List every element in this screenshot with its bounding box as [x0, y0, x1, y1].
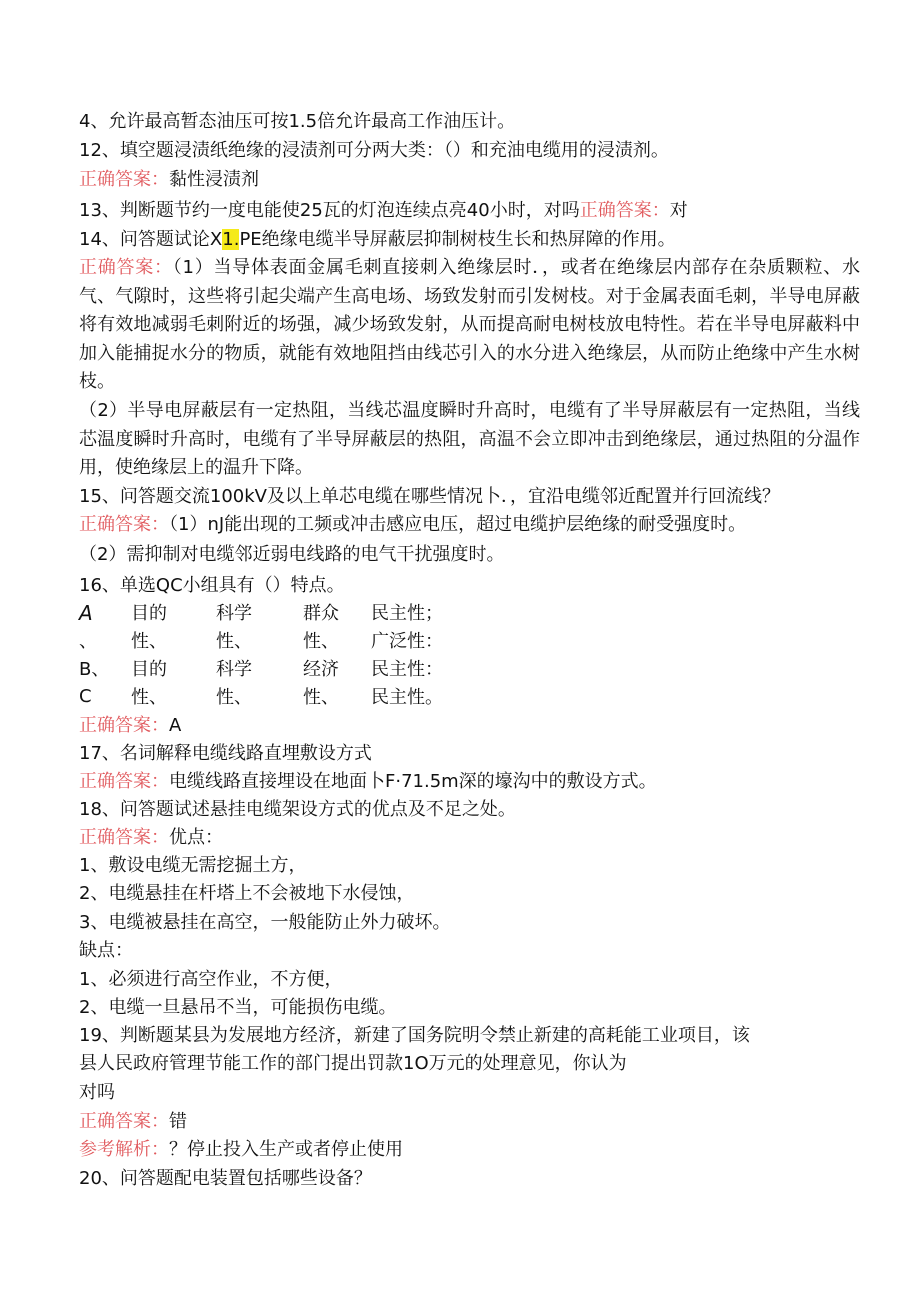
question-17: 17、名词解释电缆线路直埋敷设方式 — [79, 743, 372, 764]
question-13 — [79, 197, 860, 225]
answer-18-head — [79, 824, 860, 852]
option-cell: 广泛性： — [371, 631, 443, 652]
analysis-19 — [79, 1136, 860, 1164]
answer-17 — [79, 768, 860, 796]
option-cell: 民主性： — [371, 659, 443, 680]
question-20: 20、问答题配电装置包括哪些设备？ — [79, 1168, 372, 1189]
list-item: 2、电缆一旦悬吊不当，可能损伤电缆。 — [79, 997, 397, 1018]
cons-heading: 缺点： — [79, 940, 133, 961]
item-4-text: 4、允许最高暂态油压可按1.5倍允许最高工作油压计。 — [79, 111, 516, 132]
answer-text: 电缆线路直接埋设在地面卜F·71.5m深的壕沟中的敷设方式。 — [169, 771, 657, 792]
answer-16 — [79, 712, 860, 740]
answer-label: 正确答案： — [79, 827, 169, 848]
option-cell: 性、 — [303, 687, 339, 708]
answer-text: （1）nJ能出现的工频或冲击感应电压，超过电缆护层绝缘的耐受强度时。 — [169, 514, 747, 535]
analysis-text: ？停止投入生产或者停止使用 — [169, 1139, 403, 1160]
answer-text: A — [169, 715, 182, 736]
answer-15-line-2: （2）需抑制对电缆邻近弱电线路的电气干扰强度时。 — [79, 544, 505, 565]
question-18: 18、问答题试述悬挂电缆架设方式的优点及不足之处。 — [79, 799, 516, 820]
answer-label: 正确答案： — [79, 257, 173, 278]
option-cell: 性、 — [216, 631, 252, 652]
question-text-continued: PE绝缘电缆半导屏蔽层抑制树枝生长和热屏障的作用。 — [239, 229, 676, 250]
question-19-line-3: 对吗 — [79, 1082, 115, 1103]
option-cell: 民主性； — [371, 603, 443, 624]
list-item: 1、必须进行高空作业，不方便， — [79, 969, 343, 990]
answer-text: 优点： — [169, 827, 223, 848]
answer-19 — [79, 1108, 860, 1136]
option-letter: B、 — [79, 659, 110, 680]
option-letter-cont: C — [79, 686, 92, 707]
option-cell: 科学 — [216, 603, 252, 624]
answer-label: 正确答案： — [79, 771, 169, 792]
analysis-label: 参考解析： — [79, 1139, 169, 1160]
option-cell: 民主性。 — [371, 687, 443, 708]
answer-text: 错 — [169, 1111, 187, 1132]
option-cell: 科学 — [216, 659, 252, 680]
option-cell: 经济 — [303, 659, 339, 680]
answer-text: 对 — [669, 200, 688, 221]
question-19-line-2: 县人民政府管理节能工作的部门提出罚款1O万元的处理意见，你认为 — [79, 1053, 627, 1074]
list-item: 1、敷设电缆无需挖掘土方， — [79, 855, 307, 876]
question-15: 15、问答题交流100kV及以上单芯电缆在哪些情况卜．，宜沿电缆邻近配置并行回流线？ — [79, 486, 780, 507]
question-14 — [79, 226, 860, 254]
option-cell: 群众 — [303, 603, 339, 624]
option-cell: 目的 — [131, 659, 167, 680]
option-cell: 目的 — [131, 603, 167, 624]
question-text: 13、判断题节约一度电能使25瓦的灯泡连续点亮40小时，对吗 — [79, 200, 580, 221]
question-12: 12、填空题浸渍纸绝缘的浸渍剂可分两大类：（）和充油电缆用的浸渍剂。 — [79, 140, 669, 161]
option-letter-cont: 、 — [79, 631, 97, 652]
answer-15-line-1 — [79, 511, 880, 539]
answer-12 — [79, 166, 860, 194]
list-item: 3、电缆被悬挂在高空，一般能防止外力破坏。 — [79, 912, 451, 933]
option-cell: 性、 — [216, 687, 252, 708]
answer-label: 正确答案： — [579, 200, 670, 221]
answer-label: 正确答案： — [79, 169, 169, 190]
option-cell: 性、 — [303, 631, 339, 652]
option-cell: 性、 — [131, 631, 167, 652]
answer-14-paragraph-1 — [79, 254, 860, 397]
answer-14-paragraph-2: （2）半导电屏蔽层有一定热阻，当线芯温度瞬时升高时，电缆有了半导屏蔽层有一定热阻，当线芯温度瞬时升高时，电缆有了半导屏蔽层的热阻，高温不会立即冲击到绝缘层，通过热阻的分温作用，使绝缘层上的温升下降。 — [79, 400, 860, 479]
highlighted-text: 1. — [222, 229, 240, 250]
question-text: 14、问答题试论X — [79, 229, 223, 250]
answer-text: （1）当导体表面金属毛刺直接刺入绝缘层时．，或者在绝缘层内部存在杂质颗粒、水气、气隙时，这些将引起尖端产生高电场、场致发射而引发树枝。对于金属表面毛刺，半导电屏蔽将有效地减弱毛刺附近的场强，减少场致发射，从而提高耐电树枝放电特性。若在半导电屏蔽料中加入能捕捉水分的物质，就能有效地阻挡由线芯引入的水分进入绝缘层，从而防止绝缘中产生水树枝。 — [79, 257, 861, 393]
answer-text: 黏性浸渍剂 — [169, 169, 259, 190]
option-letter: A — [79, 601, 93, 625]
question-19-line-1: 19、判断题某县为发展地方经济，新建了国务院明令禁止新建的高耗能工业项目，该 — [79, 1025, 750, 1046]
list-item: 2、电缆悬挂在杆塔上不会被地下水侵蚀， — [79, 883, 415, 904]
answer-label: 正确答案： — [79, 1111, 169, 1132]
question-16: 16、单选QC小组具有（）特点。 — [79, 575, 345, 596]
answer-label: 正确答案： — [79, 715, 169, 736]
option-cell: 性、 — [131, 687, 167, 708]
answer-label: 正确答案： — [79, 514, 169, 535]
